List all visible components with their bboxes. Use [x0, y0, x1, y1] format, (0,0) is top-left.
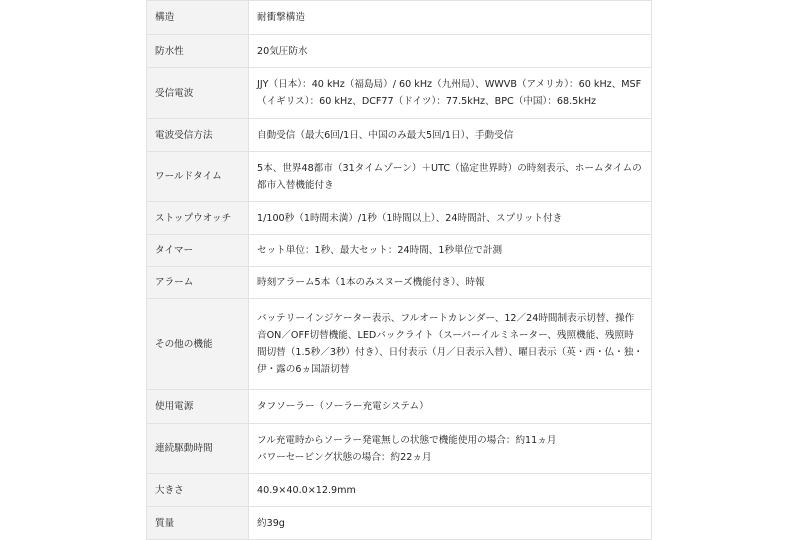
- spec-value: セット単位：1秒、最大セット：24時間、1秒単位で計測: [249, 235, 652, 267]
- spec-row-battery-life: [147, 424, 652, 474]
- spec-value: 1/100秒（1時間未満）/1秒（1時間以上）、24時間計、スプリット付き: [249, 202, 652, 235]
- spec-row-size: [147, 474, 652, 507]
- spec-row-reception-method: [147, 119, 652, 152]
- spec-label: 質量: [147, 507, 249, 540]
- spec-value: フル充電時からソーラー発電無しの状態で機能使用の場合：約11ヵ月 パワーセービング状態の場合：約22ヵ月: [249, 424, 652, 474]
- spec-row-water-resistance: [147, 35, 652, 68]
- spec-value: バッテリーインジケーター表示、フルオートカレンダー、12／24時間制表示切替、操作音ON／OFF切替機能、LEDバックライト（スーパーイルミネーター、残照機能、残照時間切替（1.5秒／3秒）付き）、日付表示（月／日表示入替）、曜日表示（英・西・仏・独・伊・露の6ヵ国語切替: [249, 299, 652, 390]
- spec-value: タフソーラー（ソーラー充電システム）: [249, 390, 652, 424]
- spec-label: その他の機能: [147, 299, 249, 390]
- spec-label: 使用電源: [147, 390, 249, 424]
- spec-row-structure: [147, 1, 652, 35]
- spec-value: 自動受信（最大6回/1日、中国のみ最大5回/1日）、手動受信: [249, 119, 652, 152]
- spec-value: 5本、世界48都市（31タイムゾーン）＋UTC（協定世界時）の時刻表示、ホームタイムの都市入替機能付き: [249, 152, 652, 202]
- spec-label: 大きさ: [147, 474, 249, 507]
- spec-value: 耐衝撃構造: [249, 1, 652, 35]
- spec-table: [146, 0, 652, 540]
- spec-label: 構造: [147, 1, 249, 35]
- spec-value: JJY（日本）：40 kHz（福島局）/ 60 kHz（九州局）、WWVB（アメリカ）：60 kHz、MSF（イギリス）：60 kHz、DCF77（ドイツ）：77.5kHz、BPC（中国）：68.5kHz: [249, 68, 652, 119]
- spec-value: 20気圧防水: [249, 35, 652, 68]
- spec-value: 40.9×40.0×12.9mm: [249, 474, 652, 507]
- spec-row-alarm: [147, 267, 652, 299]
- spec-row-other-features: [147, 299, 652, 390]
- spec-row-timer: [147, 235, 652, 267]
- spec-label: 受信電波: [147, 68, 249, 119]
- spec-value: 時刻アラーム5本（1本のみスヌーズ機能付き）、時報: [249, 267, 652, 299]
- spec-label: アラーム: [147, 267, 249, 299]
- spec-row-stopwatch: [147, 202, 652, 235]
- spec-value: 約39g: [249, 507, 652, 540]
- spec-label: タイマー: [147, 235, 249, 267]
- spec-label: 連続駆動時間: [147, 424, 249, 474]
- spec-label: ワールドタイム: [147, 152, 249, 202]
- spec-row-world-time: [147, 152, 652, 202]
- spec-label: 電波受信方法: [147, 119, 249, 152]
- spec-row-radio-signals: [147, 68, 652, 119]
- spec-row-power-source: [147, 390, 652, 424]
- spec-label: 防水性: [147, 35, 249, 68]
- spec-label: ストップウオッチ: [147, 202, 249, 235]
- spec-row-weight: [147, 507, 652, 540]
